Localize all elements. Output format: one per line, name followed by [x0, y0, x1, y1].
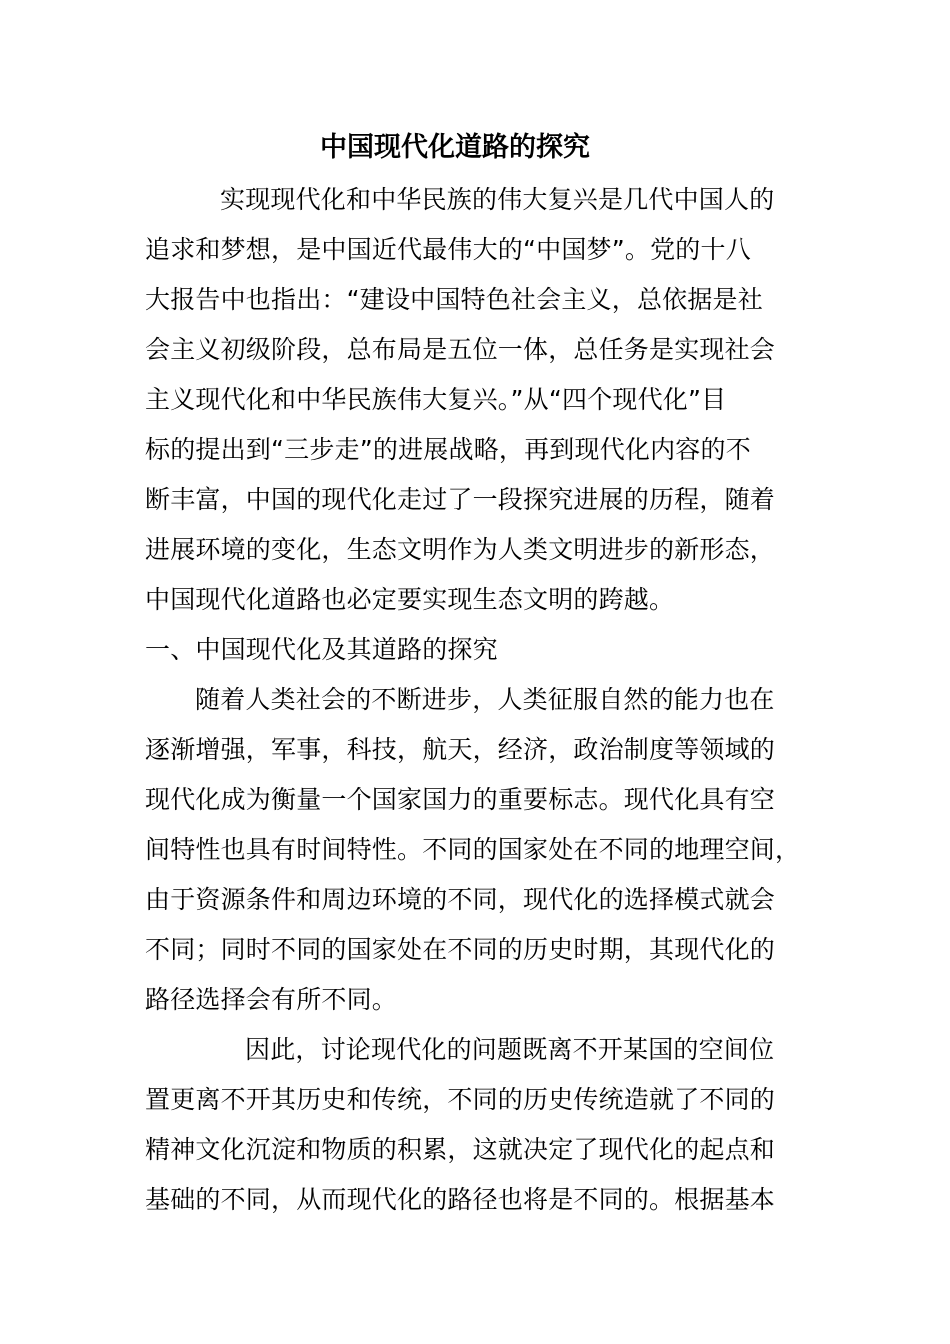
text-line: 实现现代化和中华民族的伟大复兴是几代中国人的 [220, 185, 775, 214]
section-heading: 一、中国现代化及其道路的探究 [145, 635, 498, 664]
text-line: 逐渐增强，军事，科技，航天，经济，政治制度等领域的 [145, 735, 776, 764]
text-line: 间特性也具有时间特性。不同的国家处在不同的地理空间， [145, 835, 801, 864]
text-line: 置更离不开其历史和传统，不同的历史传统造就了不同的 [145, 1085, 776, 1114]
text-line: 标的提出到“三步走”的进展战略，再到现代化内容的不 [145, 435, 751, 464]
text-line: 基础的不同，从而现代化的路径也将是不同的。根据基本 [145, 1185, 776, 1214]
text-line: 会主义初级阶段，总布局是五位一体，总任务是实现社会 [145, 335, 776, 364]
text-line: 大报告中也指出：“建设中国特色社会主义，总依据是社 [145, 285, 763, 314]
text-line: 现代化成为衡量一个国家国力的重要标志。现代化具有空 [145, 785, 776, 814]
text-line: 追求和梦想，是中国近代最伟大的“中国梦”。党的十八 [145, 235, 751, 264]
text-line: 主义现代化和中华民族伟大复兴。”从“四个现代化”目 [145, 385, 727, 414]
text-line: 断丰富，中国的现代化走过了一段探究进展的历程，随着 [145, 485, 776, 514]
text-line: 路径选择会有所不同。 [145, 985, 398, 1014]
text-line: 不同；同时不同的国家处在不同的历史时期，其现代化的 [145, 935, 776, 964]
text-line: 随着人类社会的不断进步，人类征服自然的能力也在 [195, 685, 775, 714]
text-line: 精神文化沉淀和物质的积累，这就决定了现代化的起点和 [145, 1135, 776, 1164]
text-line: 中国现代化道路也必定要实现生态文明的跨越。 [145, 585, 675, 614]
document-title: 中国现代化道路的探究 [320, 132, 590, 163]
text-line: 由于资源条件和周边环境的不同，现代化的选择模式就会 [145, 885, 776, 914]
text-line: 进展环境的变化，生态文明作为人类文明进步的新形态， [145, 535, 776, 564]
text-line: 因此，讨论现代化的问题既离不开某国的空间位 [245, 1035, 775, 1064]
